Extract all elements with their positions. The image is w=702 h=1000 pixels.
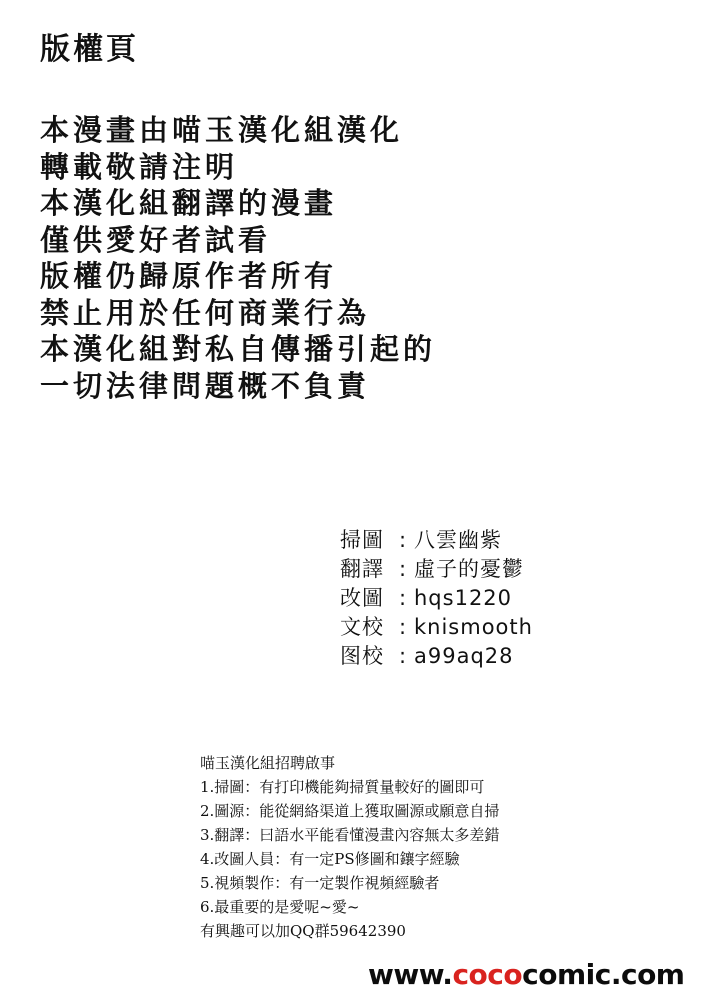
credit-name: hqs1220 <box>414 586 513 610</box>
credit-row <box>340 584 533 613</box>
recruit-item: 1.掃圖：有打印機能夠掃質量較好的圖即可 <box>200 778 485 796</box>
recruit-heading: 喵玉漢化組招聘啟事 <box>200 754 336 772</box>
notice-line: 一切法律問題概不負責 <box>40 368 371 403</box>
notice-line: 本漫畫由喵玉漢化組漢化 <box>40 113 404 147</box>
credit-name: 虛子的憂鬱 <box>414 557 524 581</box>
credit-separator: : <box>398 586 408 610</box>
notice-line: 本漢化組對私自傳播引起的 <box>40 332 437 366</box>
credit-role: 翻譯 <box>340 557 384 581</box>
credit-role: 文校 <box>340 615 384 639</box>
credit-name: a99aq28 <box>414 644 514 668</box>
notice-line: 轉載敬請注明 <box>40 149 239 184</box>
credit-role: 图校 <box>340 644 384 668</box>
recruit-item: 3.翻譯：曰語水平能看懂漫畫內容無太多差錯 <box>200 826 500 844</box>
credit-role: 改圖 <box>340 586 384 610</box>
credit-separator: : <box>398 615 408 639</box>
credit-row <box>340 526 533 555</box>
website-brand: coco <box>452 958 523 991</box>
page-title: 版權頁 <box>40 32 139 67</box>
credit-separator: : <box>398 528 408 552</box>
recruit-item: 2.圖源：能從網絡渠道上獲取圖源或願意自掃 <box>200 802 500 820</box>
credit-separator: : <box>398 557 408 581</box>
credit-role: 掃圖 <box>340 528 384 552</box>
credit-row <box>340 613 533 642</box>
recruit-item: 6.最重要的是愛呢~愛~ <box>200 898 360 916</box>
credit-name: 八雲幽紫 <box>414 528 502 552</box>
notice-line: 僅供愛好者試看 <box>40 222 272 257</box>
credit-separator: : <box>398 644 408 668</box>
recruit-item: 5.視頻製作：有一定製作視頻經驗者 <box>200 874 440 892</box>
notice-line: 版權仍歸原作者所有 <box>40 259 338 293</box>
credit-name: knismooth <box>414 615 533 639</box>
notice-line: 本漢化組翻譯的漫畫 <box>40 186 338 220</box>
credit-row <box>340 555 533 584</box>
recruit-footer: 有興趣可以加QQ群59642390 <box>200 922 406 940</box>
recruitment-notice <box>200 751 499 943</box>
website-prefix: www. <box>368 958 453 991</box>
website-suffix: comic.com <box>522 958 685 991</box>
notice-line: 禁止用於任何商業行為 <box>40 295 371 330</box>
copyright-notice <box>40 112 436 404</box>
staff-credits <box>340 526 533 671</box>
website-watermark <box>368 958 684 991</box>
credit-row <box>340 642 533 671</box>
recruit-item: 4.改圖人員：有一定PS修圖和鑲字經驗 <box>200 850 460 868</box>
